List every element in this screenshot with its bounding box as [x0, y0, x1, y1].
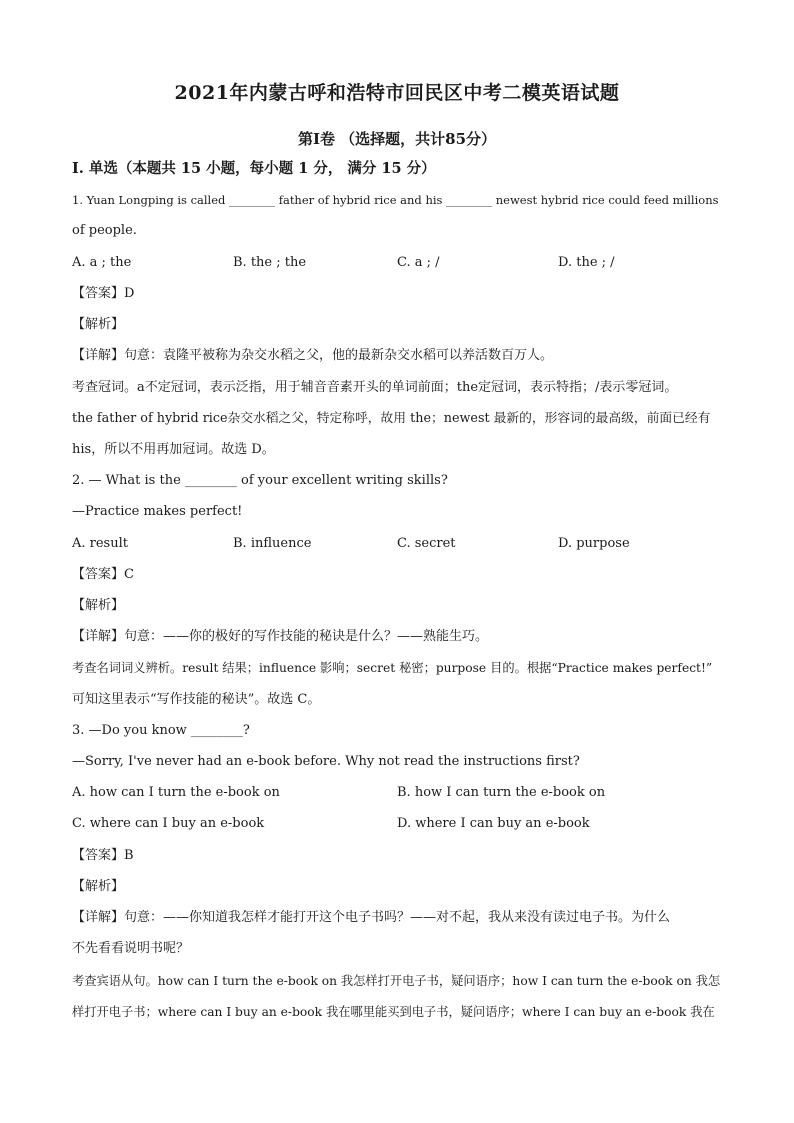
q3-detail-line2: 不先看看说明书呢？	[72, 941, 190, 956]
q3-stem-line2: —Sorry, I've never had an e-book before. Why not read the instructions first?	[72, 754, 580, 769]
q1-option-d: D. the ; /	[558, 255, 615, 270]
q3-explanation-line2: 样打开电子书；where can I buy an e-book 我在哪里能买到电子书，疑问语序；where I can buy an e-book 我在	[72, 1005, 715, 1019]
q2-option-c: C. secret	[397, 536, 456, 551]
q3-option-b: B. how I can turn the e-book on	[397, 785, 606, 800]
part-heading: 第I卷 （选择题，共计85分）	[297, 130, 497, 148]
q1-option-c: C. a ; /	[397, 255, 440, 270]
q1-analysis-label: 【解析】	[72, 317, 125, 332]
q1-explanation-line1: 考查冠词。a不定冠词，表示泛指，用于辅音音素开头的单词前面；the定冠词，表示特指；/表示零冠词。	[72, 380, 678, 395]
q1-explanation-line3: his，所以不用再加冠词。故选 D。	[72, 442, 275, 457]
q2-stem-line1: 2. — What is the ________ of your excellent writing skills?	[72, 473, 448, 488]
q2-analysis-label: 【解析】	[72, 598, 125, 613]
q2-option-b: B. influence	[233, 536, 312, 551]
q3-option-a: A. how can I turn the e-book on	[72, 785, 280, 800]
document-title: 2021年内蒙古呼和浩特市回民区中考二模英语试题	[174, 82, 620, 104]
q3-detail-line1: 【详解】句意：——你知道我怎样才能打开这个电子书吗？——对不起，我从来没有读过电子书。为什么	[72, 910, 671, 925]
q1-explanation-line2: the father of hybrid rice杂交水稻之父，特定称呼，故用 the；newest 最新的，形容词的最高级，前面已经有	[72, 411, 711, 426]
q2-explanation-line1: 考查名词词义辨析。result 结果；influence 影响；secret 秘密；purpose 目的。根据“Practice makes perfect!”	[72, 661, 713, 675]
q1-option-b: B. the ; the	[233, 255, 307, 270]
q3-analysis-label: 【解析】	[72, 879, 125, 894]
q3-option-c: C. where can I buy an e-book	[72, 816, 265, 831]
section-heading: I. 单选（本题共 15 小题，每小题 1 分， 满分 15 分）	[72, 160, 436, 177]
q3-answer: 【答案】B	[72, 848, 134, 863]
q1-answer: 【答案】D	[72, 286, 135, 301]
q3-stem-line1: 3. —Do you know ________?	[72, 723, 250, 738]
q1-option-a: A. a ; the	[72, 255, 132, 270]
q2-explanation-line2: 可知这里表示“写作技能的秘诀”。故选 C。	[72, 692, 321, 707]
q2-option-d: D. purpose	[558, 536, 630, 551]
q1-stem-line2: of people.	[72, 223, 137, 238]
q1-detail: 【详解】句意：袁隆平被称为杂交水稻之父，他的最新杂交水稻可以养活数百万人。	[72, 348, 554, 363]
q2-answer: 【答案】C	[72, 567, 134, 582]
q2-detail: 【详解】句意：——你的极好的写作技能的秘诀是什么？——熟能生巧。	[72, 629, 489, 644]
q2-stem-line2: —Practice makes perfect!	[72, 504, 243, 519]
q3-option-d: D. where I can buy an e-book	[397, 816, 590, 831]
q2-option-a: A. result	[72, 536, 128, 551]
q1-stem-line1: 1. Yuan Longping is called ________ father of hybrid rice and his ________ newest hybrid rice could feed millions	[72, 193, 719, 207]
q3-explanation-line1: 考查宾语从句。how can I turn the e-book on 我怎样打开电子书，疑问语序；how I can turn the e-book on 我怎	[72, 974, 721, 988]
